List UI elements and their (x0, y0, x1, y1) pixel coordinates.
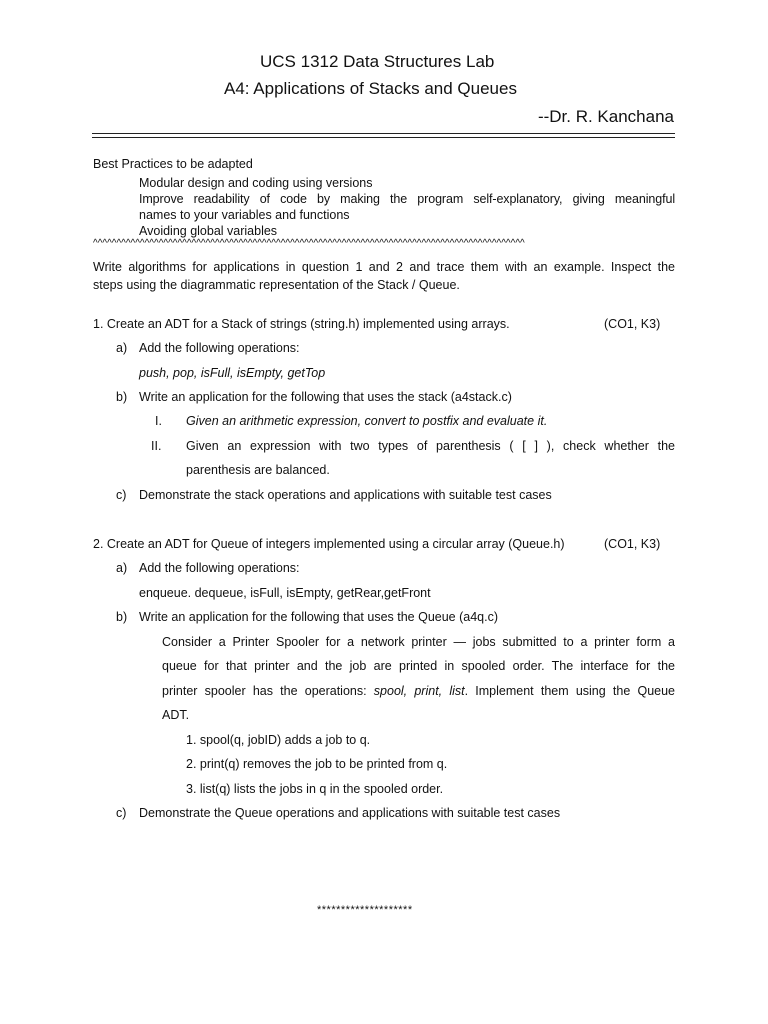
intro-line: steps using the diagrammatic representation of the Stack / Queue. (93, 278, 460, 292)
q1-b2-text-cont: parenthesis are balanced. (186, 463, 330, 477)
spooler-op: 2. print(q) removes the job to be printed from q. (186, 757, 448, 771)
best-practice-item: Avoiding global variables (139, 224, 278, 238)
q1-b-marker: b) (116, 390, 128, 404)
q2-b-marker: b) (116, 610, 128, 624)
q2-b-text: Write an application for the following that uses the Queue (a4q.c) (139, 610, 499, 624)
q1-b1-marker: I. (155, 414, 162, 428)
spooler-paragraph-line: printer spooler has the operations: spool, print, list. Implement them using the Queue (162, 684, 676, 698)
spooler-paragraph-line: ADT. (162, 708, 190, 722)
q2-co-tag: (CO1, K3) (604, 537, 661, 551)
best-practice-item: Improve readability of code by making the program self-explanatory, giving meaningful (139, 192, 675, 206)
q2-title: 2. Create an ADT for Queue of integers implemented using a circular array (Queue.h) (93, 537, 565, 551)
q1-c-text: Demonstrate the stack operations and applications with suitable test cases (139, 488, 552, 502)
q1-a-marker: a) (116, 341, 128, 355)
q2-a-ops: enqueue. dequeue, isFull, isEmpty, getRear,getFront (139, 586, 431, 600)
q1-c-marker: c) (116, 488, 127, 502)
spooler-paragraph-line: Consider a Printer Spooler for a network printer — jobs submitted to a printer form a (162, 635, 675, 649)
q1-b2-marker: II. (151, 439, 162, 453)
spooler-op: 3. list(q) lists the jobs in q in the spooled order. (186, 782, 444, 796)
spooler-op: 1. spool(q, jobID) adds a job to q. (186, 733, 371, 747)
course-title: UCS 1312 Data Structures Lab (260, 52, 495, 71)
q2-a-marker: a) (116, 561, 128, 575)
q1-co-tag: (CO1, K3) (604, 317, 661, 331)
caret-separator: ^^^^^^^^^^^^^^^^^^^^^^^^^^^^^^^^^^^^^^^^^^^^^^^^^^^^^^^^^^^^^^^^^^^^^^^^^^^^^^^^^^^^^^^^^^^^ (93, 238, 525, 249)
q1-title: 1. Create an ADT for a Stack of strings (string.h) implemented using arrays. (93, 317, 510, 331)
header-rule-top (92, 133, 675, 134)
q1-a-text: Add the following operations: (139, 341, 300, 355)
author: --Dr. R. Kanchana (537, 107, 674, 126)
best-practices-heading: Best Practices to be adapted (93, 157, 253, 171)
q1-b1-text: Given an arithmetic expression, convert to postfix and evaluate it. (186, 414, 548, 428)
assignment-title: A4: Applications of Stacks and Queues (224, 79, 517, 98)
q1-a-ops: push, pop, isFull, isEmpty, getTop (139, 366, 326, 380)
spooler-paragraph-line: queue for that printer and the job are printed in spooled order. The interface for the (162, 659, 675, 673)
q1-b-text: Write an application for the following that uses the stack (a4stack.c) (139, 390, 512, 404)
best-practice-item-cont: names to your variables and functions (139, 208, 350, 222)
best-practice-item: Modular design and coding using versions (139, 176, 373, 190)
q2-c-marker: c) (116, 806, 127, 820)
q2-a-text: Add the following operations: (139, 561, 300, 575)
footer-stars: ******************** (317, 904, 413, 916)
intro-line: Write algorithms for applications in question 1 and 2 and trace them with an example. Inspect the (93, 260, 675, 274)
q1-b2-text: Given an expression with two types of parenthesis ( [ ] ), check whether the (186, 439, 675, 453)
header-rule-bottom (92, 137, 675, 138)
q2-c-text: Demonstrate the Queue operations and applications with suitable test cases (139, 806, 561, 820)
